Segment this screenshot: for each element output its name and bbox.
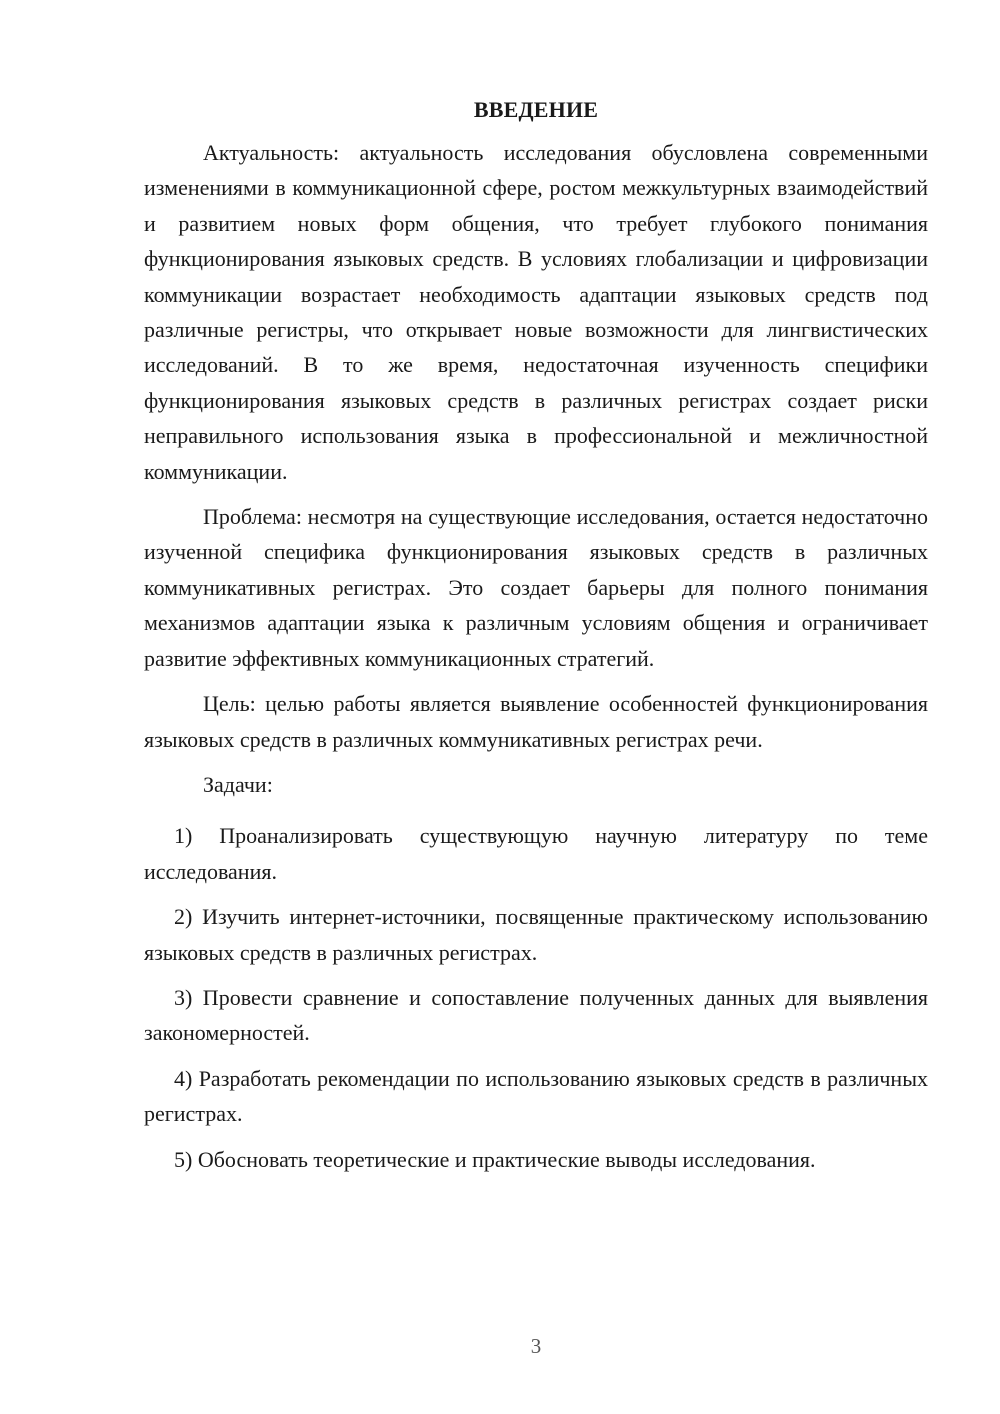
task-item: 5) Обосновать теоретические и практические выводы исследования. (174, 1146, 816, 1172)
page-content (144, 92, 928, 1187)
task-item: 4) Разработать рекомендации по использованию языковых средств в различных регистрах. (144, 1065, 928, 1127)
tasks-title: Задачи: (203, 771, 273, 797)
paragraph-relevance: Актуальность: актуальность исследования обусловлена современными изменениями в коммуникационной сфере, ростом межкультурных взаимодействий и развитием новых форм общения, что требует глубокого понимания функционирования языковых средств. В условиях глобализации и цифровизации коммуникации возрастает необходимость адаптации языковых средств под различные регистры, что открывает новые возможности для лингвистических исследований. В то же время, недостаточная изученность специфики функционирования языковых средств в различных регистрах создает риски неправильного использования языка в профессиональной и межличностной коммуникации. (144, 140, 928, 484)
section-heading: ВВЕДЕНИЕ (473, 97, 599, 122)
task-item: 1) Проанализировать существующую научную литературу по теме исследования. (144, 823, 928, 884)
paragraph-problem: Проблема: несмотря на существующие исследования, остается недостаточно изученной специфика функционирования языковых средств в различных коммуникативных регистрах. Это создает барьеры для полного понимания механизмов адаптации языка к различным условиям общения и ограничивает развитие эффективных коммуникационных стратегий. (144, 504, 928, 671)
paragraph-goal: Цель: целью работы является выявление особенностей функционирования языковых средств в различных коммуникативных регистрах речи. (144, 691, 928, 752)
task-item: 2) Изучить интернет-источники, посвященные практическому использованию языковых средств в различных регистрах. (144, 904, 928, 965)
page-number: 3 (530, 1334, 542, 1358)
task-item: 3) Провести сравнение и сопоставление полученных данных для выявления закономерностей. (144, 984, 928, 1046)
